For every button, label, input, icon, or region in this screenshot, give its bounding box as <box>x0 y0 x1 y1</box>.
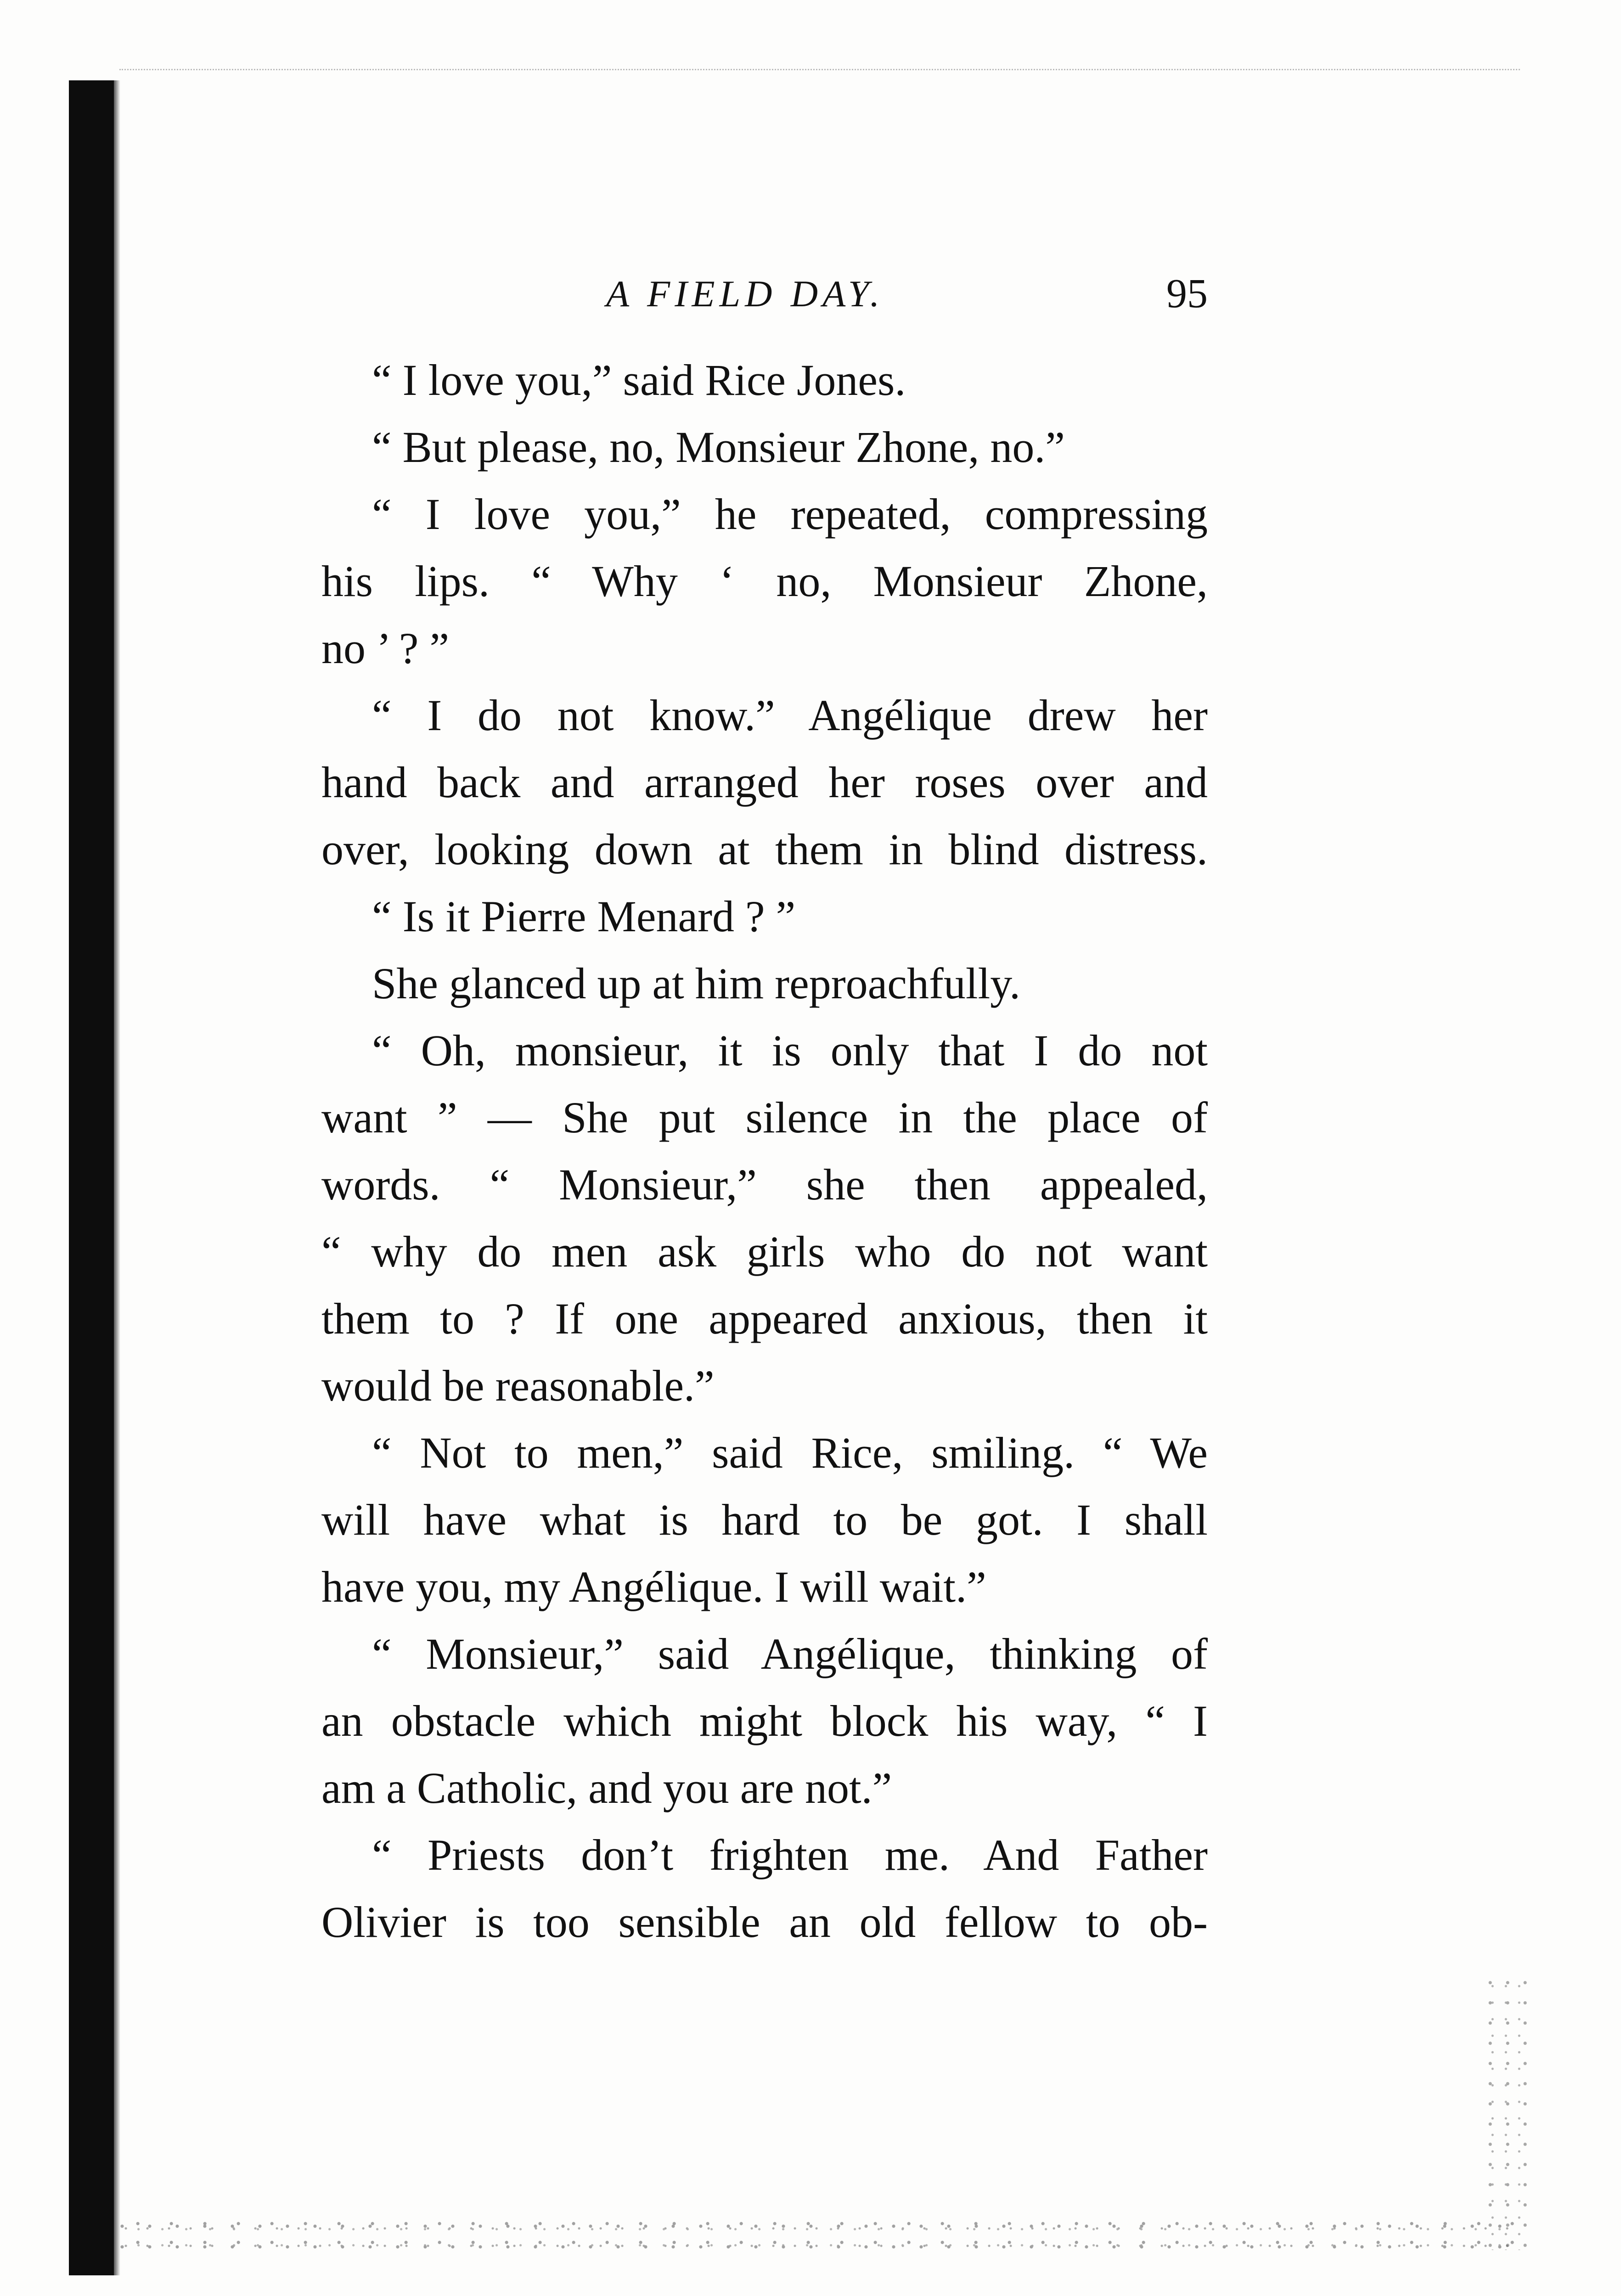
text-line: “ I do not know.” Angélique drew her <box>372 691 1208 740</box>
text-line: would be reasonable.” <box>321 1361 715 1410</box>
text-line: them to ? If one appeared anxious, then it <box>321 1294 1208 1343</box>
scan-noise-right <box>1483 1975 1529 2250</box>
text-line: “ Is it Pierre Menard ? ” <box>372 892 796 941</box>
scan-top-edge <box>119 69 1520 70</box>
text-line: “ Monsieur,” said Angélique, thinking of <box>372 1629 1208 1678</box>
text-line: his lips. “ Why ‘ no, Monsieur Zhone, <box>321 557 1208 606</box>
text-line: am a Catholic, and you are not.” <box>321 1763 892 1812</box>
text-line: over, looking down at them in blind distress. <box>321 825 1208 874</box>
binding-shadow <box>114 80 120 2275</box>
text-line: hand back and arranged her roses over and <box>321 758 1208 807</box>
running-title: A FIELD DAY. <box>606 273 884 315</box>
text-line: “ Oh, monsieur, it is only that I do not <box>372 1026 1208 1075</box>
text-line: Olivier is too sensible an old fellow to ob- <box>321 1897 1208 1947</box>
text-line: “ I love you,” said Rice Jones. <box>372 355 906 405</box>
text-line: “ But please, no, Monsieur Zhone, no.” <box>372 422 1065 472</box>
running-header <box>321 269 1208 319</box>
text-line: “ why do men ask girls who do not want <box>321 1227 1208 1276</box>
text-line: “ Not to men,” said Rice, smiling. “ We <box>372 1428 1208 1477</box>
scan-noise-bottom <box>119 2218 1515 2259</box>
text-line: an obstacle which might block his way, “ I <box>321 1696 1208 1745</box>
text-line: will have what is hard to be got. I shall <box>321 1495 1208 1544</box>
text-line: have you, my Angélique. I will wait.” <box>321 1562 986 1611</box>
binding-edge <box>69 80 114 2275</box>
text-line: want ” — She put silence in the place of <box>321 1093 1208 1142</box>
page-number: 95 <box>1166 271 1208 316</box>
text-line: She glanced up at him reproachfully. <box>372 959 1020 1008</box>
body-text <box>321 347 1208 1956</box>
text-line: “ I love you,” he repeated, compressing <box>372 490 1208 539</box>
text-line: no ’ ? ” <box>321 624 450 673</box>
text-line: “ Priests don’t frighten me. And Father <box>372 1830 1208 1880</box>
text-line: words. “ Monsieur,” she then appealed, <box>321 1160 1208 1209</box>
